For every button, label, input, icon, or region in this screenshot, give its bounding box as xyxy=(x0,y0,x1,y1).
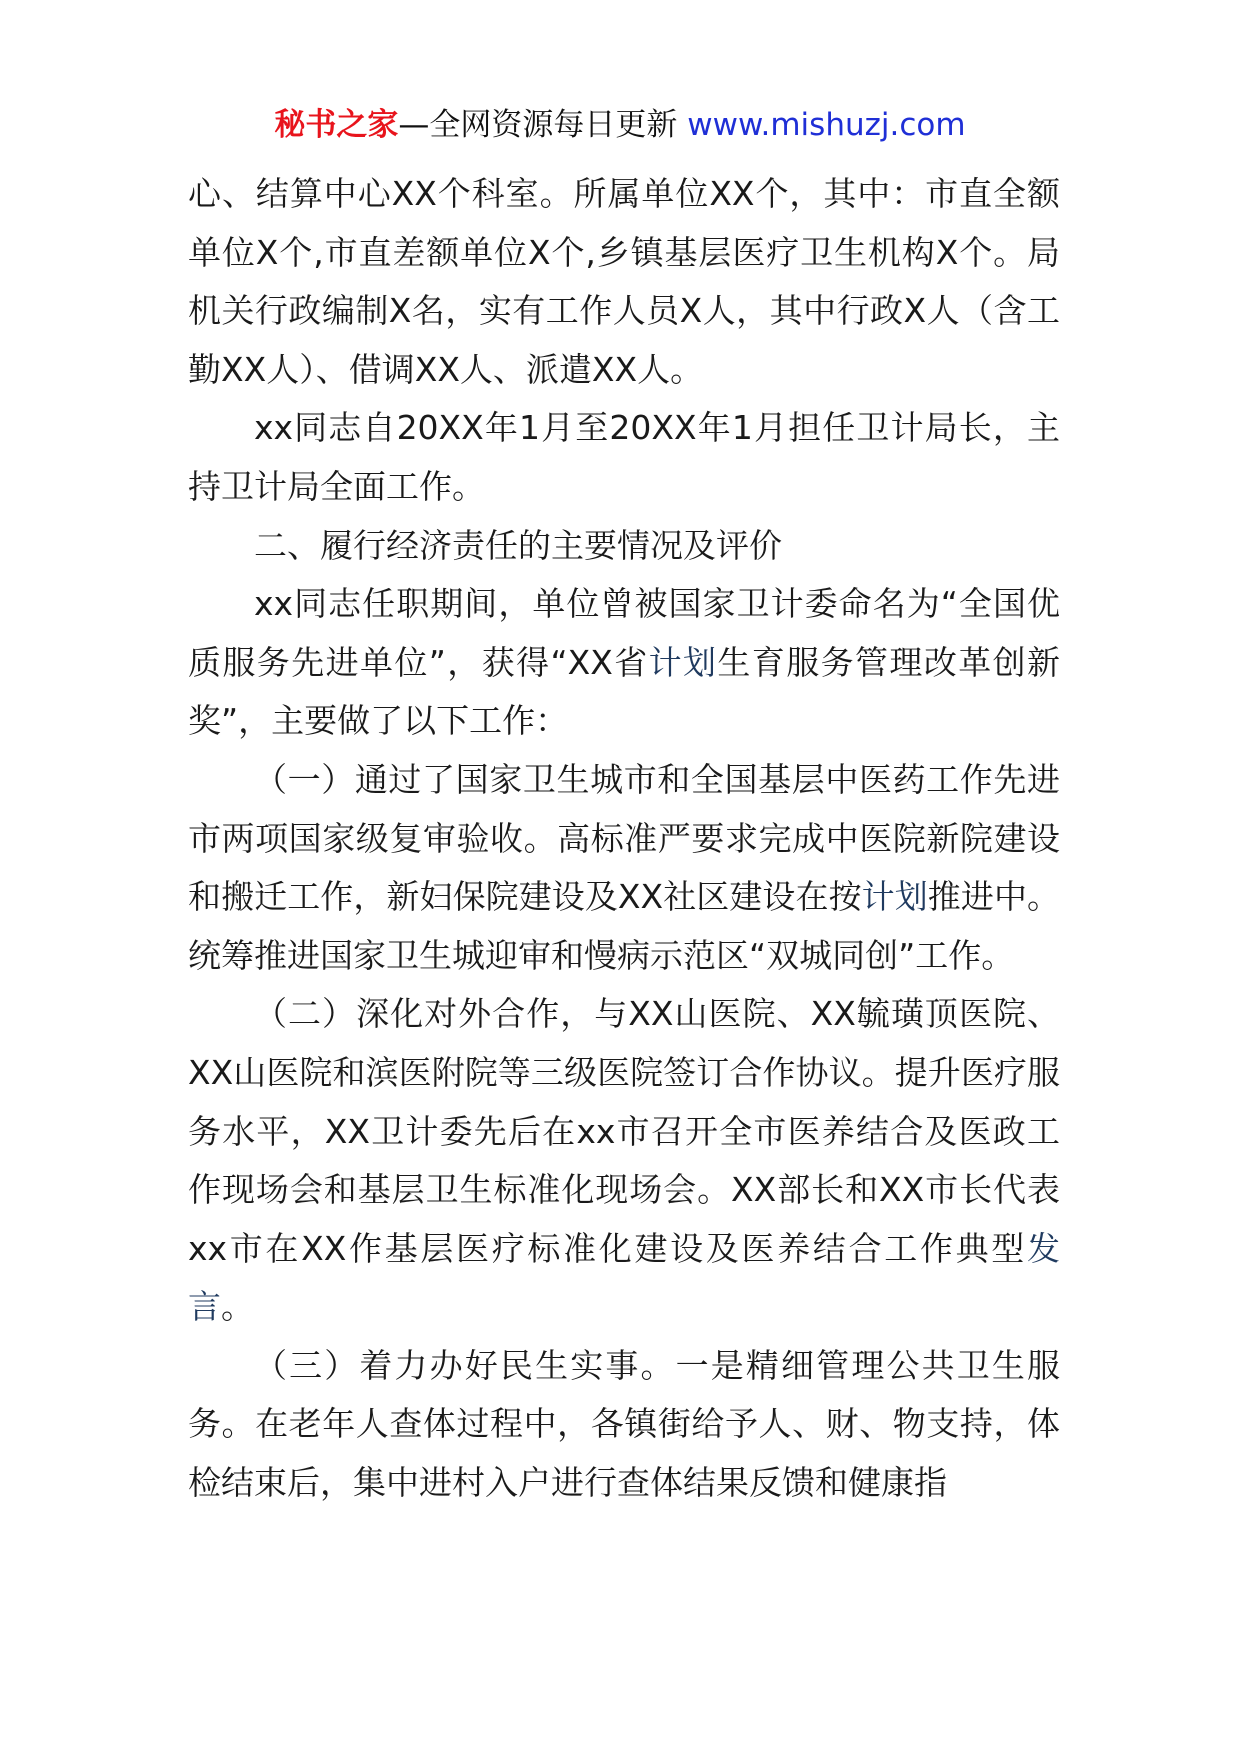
paragraph-awards xyxy=(188,575,1060,751)
keyword-link[interactable]: 计划 xyxy=(648,642,718,682)
page-header xyxy=(0,104,1240,146)
keyword-link[interactable]: 发言 xyxy=(188,1228,1060,1327)
document-body xyxy=(188,165,1060,1513)
paragraph-item-2 xyxy=(188,985,1060,1337)
paragraph-staff-overview: 心、结算中心XX个科室。所属单位XX个，其中：市直全额单位X个,市直差额单位X个,乡镇基层医疗卫生机构X个。局机关行政编制X名，实有工作人员X人，其中行政X人（含工勤XX人）、借调XX人、派遣XX人。 xyxy=(188,174,1060,389)
section-heading: 二、履行经济责任的主要情况及评价 xyxy=(254,525,782,565)
paragraph-text: 推进中。统筹推进国家卫生城迎审和慢病示范区“双城同创”工作。 xyxy=(188,877,1061,975)
paragraph-text: （一）通过了国家卫生城市和全国基层中医药工作先进市两项国家级复审验收。高标准严要求完成中医院新院建设和搬迁工作，新妇保院建设及XX社区建设在按 xyxy=(188,759,1060,917)
brand-name: 秘书之家 xyxy=(274,107,399,143)
paragraph-text: xx同志任职期间，单位曾被国家卫计委命名为“全国优质服务先进单位”，获得“XX省 xyxy=(188,584,1060,682)
paragraph-text: 。 xyxy=(221,1287,254,1327)
paragraph-text: （二）深化对外合作，与XX山医院、XX毓璜顶医院、XX山医院和滨医附院等三级医院签订合作协议。提升医疗服务水平，XX卫计委先后在xx市召开全市医养结合及医政工作现场会和基层卫生标准化现场会。XX部长和XX市长代表xx市在XX作基层医疗标准化建设及医养结合工作典型 xyxy=(188,994,1060,1268)
paragraph-item-1 xyxy=(188,751,1060,985)
paragraph-tenure: xx同志自20XX年1月至20XX年1月担任卫计局长，主持卫计局全面工作。 xyxy=(188,408,1060,506)
keyword-link[interactable]: 计划 xyxy=(861,877,928,917)
paragraph-item-3: （三）着力办好民生实事。一是精细管理公共卫生服务。在老年人查体过程中，各镇街给予人、财、物支持，体检结束后，集中进村入户进行查体结果反馈和健康指 xyxy=(188,1345,1060,1503)
website-link[interactable]: www.mishuzj.com xyxy=(687,107,966,143)
paragraph-text: 生育服务管理改革创新奖”，主要做了以下工作： xyxy=(188,642,1061,741)
header-tagline: —全网资源每日更新 xyxy=(398,107,678,143)
